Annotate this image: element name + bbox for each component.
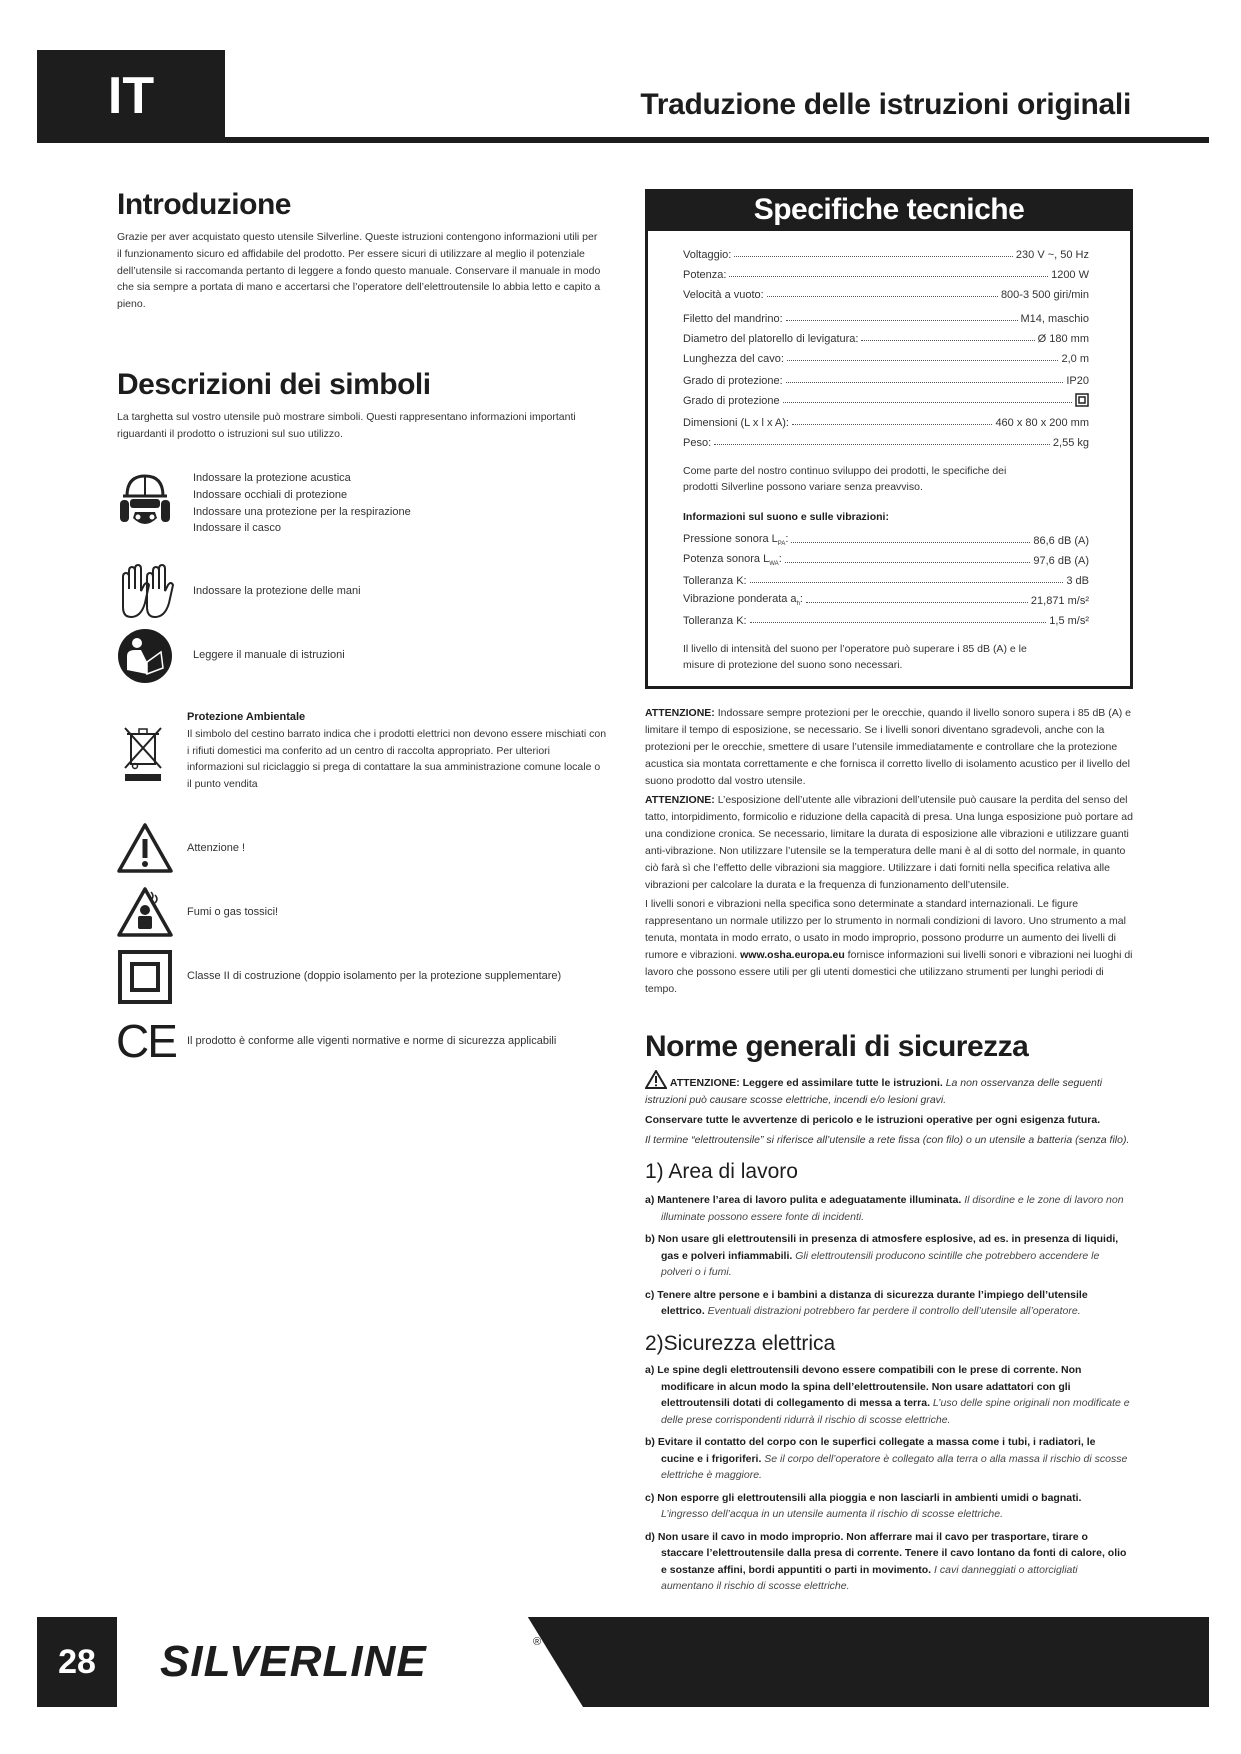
safety-keep: Conservare tutte le avvertenze di pericolo e le istruzioni operative per ogni esigenza futura. (645, 1114, 1101, 1126)
spec-value: Ø 180 mm (1037, 333, 1089, 345)
section-electrical-title: 2)Sicurezza elettrica (645, 1332, 836, 1355)
spec-value: M14, maschio (1020, 313, 1089, 325)
spec-label: Filetto del mandrino: (683, 313, 783, 325)
spec-label: Voltaggio: (683, 249, 732, 261)
sound-sub: PA (777, 541, 786, 547)
sound-value: 86,6 dB (A) (1033, 535, 1089, 547)
list-item: b) Non usare gli elettroutensili in presenza di atmosfere esplosive, ad es. in presenza di liquidi, gas e polveri infiammabili. Gli elettroutensili producono scintille che potrebbero accendere le polveri o i fumi. (645, 1233, 1119, 1278)
sound-label: Tolleranza K: (683, 575, 747, 587)
read-manual-icon (117, 628, 173, 684)
vibration-warning: ATTENZIONE: L’esposizione dell’utente alle vibrazioni dell’utensile può causare la perdita del senso del tatto, intorpidimento, formicolio e riduzione della capacità di presa. Una lunga esposizione può portare ad una condizione cronica. Se necessario, limitare la durata di esposizione alle vibrazioni e utilizzare guanti anti-vibrazione. Non utilizzare l’utensile se la temperatura delle mani è al di sotto del normale, in quanto ciò farà sì che l’effetto delle vibrazioni sia maggiore. Utilizzare i dati forniti nella specifica relativa alle vibrazioni per calcolare la durata e la frequenza di funzionamento dell’utensile. (645, 794, 1133, 891)
warning-label: ATTENZIONE: (645, 707, 715, 719)
intro-text: Grazie per aver acquistato questo utensile Silverline. Queste istruzioni contengono informazioni utili per il funzionamento sicuro ed affidabile del prodotto. Per essere sicuri di utilizzare al meglio il potenziale dell’utensile si raccomanda pertanto di leggere a fondo questo manuale. Conservare il manuale in modo che sia sempre a portata di mano e accertarsi che l’operatore dell’elettroutensile lo abbia letto e capito a pieno. (117, 231, 601, 311)
work-area-list (645, 1192, 1130, 1320)
spec-row (683, 305, 1089, 325)
class-ii-text: Classe II di costruzione (doppio isolamento per la protezione supplementare) (187, 970, 562, 982)
warning-label: ATTENZIONE: (645, 794, 715, 806)
specs-note: Come parte del nostro continuo sviluppo dei prodotti, le specifiche dei prodotti Silverline possono variare senza preavviso. (683, 465, 1007, 493)
sound-value: 3 dB (1066, 575, 1089, 587)
sound-label: Pressione sonora L (683, 532, 778, 545)
safety-warning: ATTENZIONE: Leggere ed assimilare tutte le istruzioni. La non osservanza delle seguenti istruzioni può causare scosse elettriche, incendi e/o lesioni gravi. (645, 1070, 1137, 1109)
spec-row (683, 387, 1089, 407)
ppe-list (193, 470, 411, 537)
sound-row (683, 607, 1089, 627)
list-item: c) Non esporre gli elettroutensili alla pioggia e non lasciarli in ambienti umidi o bagnati. L’ingresso dell’acqua in un utensile aumenta il rischio di scosse elettriche. (645, 1491, 1082, 1520)
manual-text: Leggere il manuale di istruzioni (193, 649, 345, 661)
ppe-item: Indossare la protezione acustica (193, 472, 351, 484)
list-item: b) Evitare il contatto del corpo con le superfici collegate a massa come i tubi, i radiatori, le cucine e i frigoriferi. Se il corpo dell’operatore è collegato alla terra o alla massa il rischio di scosse elettriche è maggiore. (645, 1436, 1128, 1481)
ce-mark-icon: CE (116, 1015, 176, 1067)
section-work-area-title: 1) Area di lavoro (645, 1160, 798, 1183)
warning-text: Attenzione ! (187, 842, 246, 854)
list-item: c) Tenere altre persone e i bambini a distanza di sicurezza durante l’impiego dell’utensile elettrico. Eventuali distrazioni potrebbero far perdere il controllo dell’utensile all’operatore. (645, 1288, 1088, 1317)
intro-title: Introduzione (117, 188, 291, 221)
toxic-fumes-icon (117, 886, 173, 938)
sound-value: 97,6 dB (A) (1033, 555, 1089, 567)
environment-title: Protezione Ambientale (187, 711, 306, 723)
ppe-item: Indossare una protezione per la respirazione (193, 505, 411, 518)
electrical-list (645, 1362, 1130, 1595)
sound-row: Pressione sonora $L_{PA}$: 86,6 dB (A) (683, 532, 1089, 547)
safety-warning-label: ATTENZIONE: Leggere ed assimilare tutte le istruzioni. (669, 1077, 943, 1089)
spec-value: 1200 W (1051, 269, 1089, 281)
sound-row: Potenza sonora $L_{WA}$: 97,6 dB (A) (683, 552, 1089, 567)
spec-label: Lunghezza del cavo: (683, 353, 784, 365)
sound-label: Vibrazione ponderata a (683, 592, 797, 605)
environment-text: Il simbolo del cestino barrato indica che i prodotti elettrici non devono essere mischiati con i rifiuti domestici ma conferito ad un centro di raccolta appropriato. Per ulteriori informazioni sul riciclaggio si prega di contattare la sua amministrazione comune locale o il punto vendita (187, 727, 607, 791)
sound-row: Vibrazione ponderata $a_h$: 21,871 m/s² (683, 592, 1089, 607)
class-ii-small-icon (1075, 393, 1089, 407)
sound-note: Il livello di intensità del suono per l’operatore può superare i 85 dB (A) e le misure di protezione del suono sono necessari. (683, 643, 1027, 671)
spec-row (683, 429, 1089, 449)
spec-value: 800-3 500 giri/min (1000, 289, 1089, 301)
spec-label: Peso: (683, 437, 712, 449)
safety-title: Norme generali di sicurezza (645, 1030, 1029, 1063)
specs-title: Specifiche tecniche (645, 189, 1133, 231)
ppe-head-icon (117, 470, 173, 538)
sound-title: Informazioni sul suono e sulle vibrazioni: (683, 511, 889, 523)
spec-label: Dimensioni (L x l x A): (683, 417, 789, 429)
ppe-item: Indossare il casco (193, 522, 282, 535)
spec-row (683, 367, 1089, 387)
header-rule (37, 137, 1209, 143)
spec-value: 230 V ~, 50 Hz (1015, 249, 1089, 261)
spec-value: IP20 (1066, 375, 1089, 387)
symbols-intro-text: La targhetta sul vostro utensile può mostrare simboli. Questi rappresentano informazioni importanti riguardanti il prodotto o istruzioni sul suo utilizzo. (117, 411, 576, 440)
symbols-title: Descrizioni dei simboli (117, 368, 431, 401)
spec-label: Velocità a vuoto: (683, 289, 764, 301)
safety-intro (645, 1070, 1137, 1149)
spec-row (683, 325, 1089, 345)
spec-value: 2,55 kg (1052, 437, 1089, 449)
list-item: a) Le spine degli elettroutensili devono essere compatibili con le prese di corrente. Non modificare in alcun modo la spina dell’elettroutensile. Non usare adattatori con gli elettroutensili dotati di collegamento di messa a terra. L’uso delle spine originali non modificate e delle prese corrispondenti ridurrà il rischio di scosse elettriche. (645, 1364, 1130, 1426)
environment-section (187, 709, 607, 793)
crossed-bin-icon (121, 724, 165, 784)
spec-row (683, 281, 1089, 301)
warning-icon (117, 822, 173, 874)
spec-row (683, 261, 1089, 281)
gloves-text: Indossare la protezione delle mani (193, 585, 361, 597)
ce-text: Il prodotto è conforme alle vigenti normative e norme di sicurezza applicabili (187, 1035, 557, 1047)
warnings-block (645, 705, 1135, 998)
sound-label: Potenza sonora L (683, 552, 770, 565)
page-title: Traduzione delle istruzioni originali (640, 88, 1131, 121)
sound-label: Tolleranza K: (683, 615, 747, 627)
safety-term: Il termine “elettroutensile” si riferisce all’utensile a rete fissa (con filo) o un utensile a batteria (senza filo). (645, 1134, 1130, 1146)
gloves-icon (117, 563, 177, 621)
spec-label: Diametro del platorello di levigatura: (683, 333, 859, 345)
sound-value: 1,5 m/s² (1049, 615, 1089, 627)
spec-row (683, 241, 1089, 261)
language-badge: IT (37, 50, 225, 142)
osha-link[interactable]: www.osha.europa.eu (740, 949, 845, 961)
spec-row (683, 409, 1089, 429)
spec-row (683, 345, 1089, 365)
ppe-item: Indossare occhiali di protezione (193, 488, 348, 501)
warning-small-icon (645, 1070, 667, 1089)
sound-sub: h (796, 601, 800, 607)
spec-label: Potenza: (683, 269, 727, 281)
sound-row (683, 567, 1089, 587)
spec-value: 2,0 m (1061, 353, 1089, 365)
class-ii-icon (117, 949, 173, 1005)
list-item: d) Non usare il cavo in modo improprio. Non afferrare mai il cavo per trasportare, tirare o staccare l’elettroutensile dalla presa di corrente. Tenere il cavo lontano da fonti di calore, olio e sostanze affini, bordi appuntiti o parti in movimento. I cavi danneggiati o attorcigliati aumentano il rischio di scosse elettriche. (645, 1530, 1127, 1592)
page-number: 28 (37, 1617, 117, 1707)
spec-label: Grado di protezione (683, 395, 780, 407)
spec-label: Grado di protezione: (683, 375, 783, 387)
silverline-logo: SILVERLINE (160, 1637, 427, 1686)
list-item: a) Mantenere l’area di lavoro pulita e adeguatamente illuminata. Il disordine e le zone di lavoro non illuminate possono essere fonte di incidenti. (645, 1194, 1124, 1223)
spec-value: 460 x 80 x 200 mm (995, 417, 1089, 429)
footer-divider (117, 1617, 123, 1707)
sound-value: 21,871 m/s² (1030, 595, 1089, 607)
registered-mark: ® (533, 1636, 542, 1648)
noise-warning: ATTENZIONE: Indossare sempre protezioni per le orecchie, quando il livello sonoro supera i 85 dB (A) e limitare il tempo di esposizione, se necessario. Se i livelli sonori diventano sgradevoli, anche con la protezioni per le orecchie, smettere di usare l’utensile immediatamente e controllare che la protezione acustica sia montata correttamente e che fornisca il corretto livello di isolamento acustico per il livello del suono prodotto dal vostro utensile. (645, 707, 1131, 787)
sound-sub: WA (769, 561, 779, 567)
fumes-text: Fumi o gas tossici! (187, 906, 279, 918)
levels-note: I livelli sonori e vibrazioni nella specifica sono determinate a standard internazionali. Le figure rappresentano un normale utilizzo per lo strumento in normali condizioni di lavoro. Uno strumento a mal tenuta, montata in modo errato, o usato in modo improprio, possono produrre un aumento dei livelli di rumore e vibrazioni. www.osha.europa.eu fornisce informazioni sui livelli sonori e vibrazioni nei luoghi di lavoro che possono essere utili per gli utenti domestici che utilizzano strumenti per lunghi periodi di tempo. (645, 898, 1133, 995)
specs-table (683, 241, 1089, 673)
